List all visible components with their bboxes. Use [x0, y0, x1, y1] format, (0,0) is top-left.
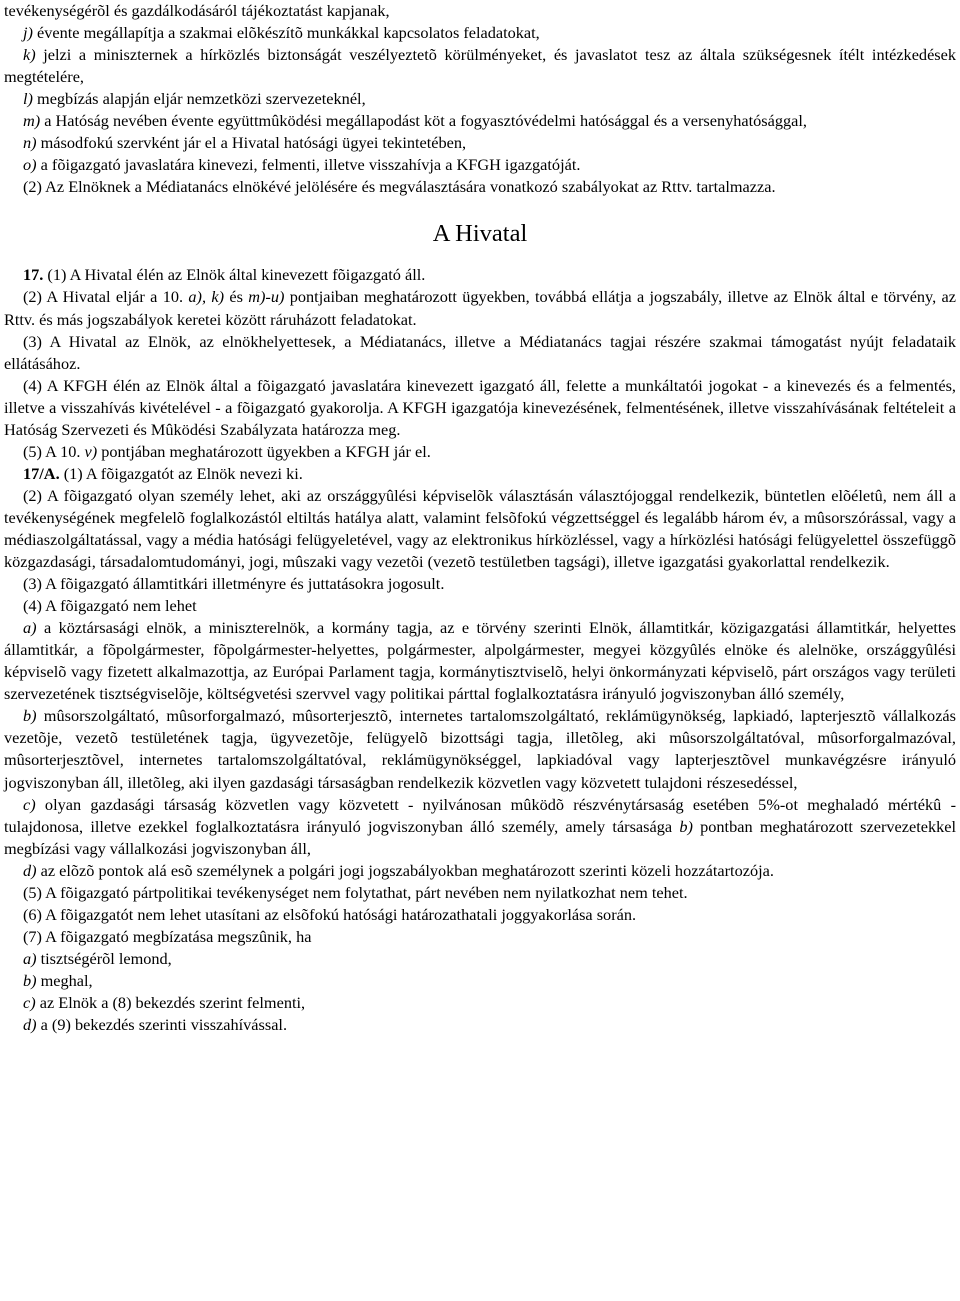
- item-marker: a): [23, 948, 37, 968]
- item-marker: b): [23, 706, 37, 726]
- paragraph: [4, 331, 956, 375]
- paragraph: [4, 110, 956, 132]
- item-marker: c): [23, 794, 36, 814]
- paragraph: [4, 375, 956, 441]
- item-marker: n): [23, 133, 37, 153]
- paragraph-text: másodfokú szervként jár el a Hivatal hatósági ügyei tekintetében,: [36, 133, 467, 153]
- paragraph-text: az Elnök a (8) bekezdés szerint felmenti,: [35, 992, 306, 1012]
- paragraph: [4, 573, 956, 595]
- paragraph-text: (2) A Hivatal eljár a 10.: [23, 287, 189, 307]
- paragraph-text: a Hatóság nevében évente együttmûködési megállapodást köt a fogyasztóvédelmi hatósággal és a versenyhatósággal,: [40, 111, 807, 131]
- paragraph: [4, 0, 956, 22]
- paragraph-text: olyan gazdasági társaság közvetlen vagy közvetett - nyilvánosan mûködõ részvénytársaság esetében 5%-ot meghaladó mértékû - tulajdonosa, illetve ezekkel foglalkoztatásra irányuló jogviszonyban álló személy, amely társasága: [4, 794, 956, 836]
- paragraph: [4, 794, 956, 860]
- item-marker: b): [23, 970, 37, 990]
- paragraph-text: és: [224, 287, 249, 307]
- item-marker: o): [23, 155, 37, 175]
- paragraph-text: (1) A fõigazgatót az Elnök nevezi ki.: [59, 463, 303, 483]
- paragraph-text: a (9) bekezdés szerinti visszahívással.: [36, 1015, 288, 1035]
- section-after-heading: [4, 264, 956, 1036]
- item-marker: v): [84, 441, 98, 461]
- paragraph: [4, 1014, 956, 1036]
- paragraph-text: évente megállapítja a szakmai elõkészítõ munkákkal kapcsolatos feladatokat,: [32, 23, 540, 43]
- paragraph: [4, 132, 956, 154]
- paragraph-text: jelzi a miniszternek a hírközlés biztonságát veszélyeztetõ körülményeket, és javaslatot tesz az általa szükségesnek ítélt intézkedések megtételére,: [4, 45, 956, 87]
- item-marker: d): [23, 1015, 37, 1035]
- paragraph-text: pontban meghatározott szervezetekkel megbízási vagy vállalkozási jogviszonyban áll,: [4, 816, 956, 858]
- paragraph: [4, 485, 956, 573]
- paragraph-text: (4) A KFGH élén az Elnök által a fõigazgató javaslatára kinevezett igazgató áll, felette a munkáltatói jogokat - a kinevezés és a felmentés, illetve a visszahívás kivételével - a fõigazgató gyakorolja. A KFGH igazgatója kinevezésének, felmentésének, illetve visszahívásának feltételeit a Hatóság Szervezeti és Mûködési Szabályzata határozza meg.: [4, 375, 956, 439]
- item-marker: j): [23, 23, 33, 43]
- paragraph: [4, 44, 956, 88]
- item-marker: m): [23, 111, 41, 131]
- paragraph-text: (5) A fõigazgató pártpolitikai tevékenységet nem folytathat, párt nevében nem nyilatkozhat nem tehet.: [23, 882, 688, 902]
- paragraph-text: (4) A fõigazgató nem lehet: [23, 596, 197, 616]
- item-marker: m)-u): [248, 287, 285, 307]
- section-before-heading: [4, 0, 956, 198]
- paragraph-text: pontjaiban meghatározott ügyekben, továbbá ellátja a jogszabály, illetve az Elnök által e törvény, az Rttv. és más jogszabályok keretei között ráruházott feladatokat.: [4, 287, 956, 329]
- item-marker: a), k): [188, 287, 225, 307]
- paragraph-text: (3) A Hivatal az Elnök, az elnökhelyettesek, a Médiatanács, illetve a Médiatanács tagjai részére szakmai támogatást nyújt feladataik ellátásához.: [4, 331, 956, 373]
- paragraph-text: (2) Az Elnöknek a Médiatanács elnökévé jelölésére és megválasztására vonatkozó szabályokat az Rttv. tartalmazza.: [23, 177, 776, 197]
- item-marker: k): [23, 45, 36, 65]
- item-marker: d): [23, 860, 37, 880]
- paragraph: [4, 948, 956, 970]
- paragraph: [4, 264, 956, 286]
- paragraph-text: (5) A 10.: [23, 441, 85, 461]
- paragraph-text: megbízás alapján eljár nemzetközi szervezeteknél,: [32, 89, 366, 109]
- paragraph-text: a köztársasági elnök, a miniszterelnök, a kormány tagja, az e törvény szerinti Elnök, államtitkár, közigazgatási államtitkár, helyettes államtitkár, a fõpolgármester, fõpolgármester-helyettes, polgármester, alpolgármester, megyei közgyûlés elnöke és alelnöke, országgyûlési képviselõ vagy fizetett alkalmazottja, az Európai Parlament tagja, kormánytisztviselõ, helyi önkormányzati képviselõ, párt országos vagy területi szervezetének tisztségviselõje, költségvetési szervvel vagy politikai párttal foglalkoztatásra irányuló jogviszonyban álló személy,: [4, 618, 956, 704]
- paragraph: [4, 595, 956, 617]
- paragraph: [4, 154, 956, 176]
- paragraph: [4, 88, 956, 110]
- paragraph-text: tevékenységérõl és gazdálkodásáról tájékoztatást kapjanak,: [4, 1, 390, 20]
- section-heading: A Hivatal: [432, 220, 528, 248]
- paragraph-text: (1) A Hivatal élén az Elnök által kinevezett fõigazgató áll.: [43, 265, 426, 285]
- paragraph: [4, 22, 956, 44]
- paragraph: [4, 286, 956, 330]
- paragraph: [4, 926, 956, 948]
- section-number: 17.: [23, 265, 44, 285]
- paragraph-text: a fõigazgató javaslatára kinevezi, felmenti, illetve visszahívja a KFGH igazgatóját.: [36, 155, 581, 175]
- item-marker: b): [679, 816, 693, 836]
- paragraph: [4, 992, 956, 1014]
- paragraph: [4, 463, 956, 485]
- paragraph-text: (3) A fõigazgató államtitkári illetményre és juttatásokra jogosult.: [23, 574, 445, 594]
- paragraph: [4, 441, 956, 463]
- paragraph: [4, 882, 956, 904]
- paragraph-text: (2) A fõigazgató olyan személy lehet, aki az országgyûlési képviselõk választásán választójoggal rendelkezik, büntetlen elõéletû, nem áll a tevékenységének megfelelõ foglalkozástól eltiltás hatálya alatt, valamint felsõfokú végzettséggel és legalább három év, a mûsorszórással, vagy a médiaszolgáltatással, vagy a média hatósági felügyeletével, vagy az elektronikus hírközléssel, vagy a hírközlési hatósági felügyelettel összefüggõ közgazdasági, társadalomtudományi, jogi, mûszaki vagy vezetõi (vezetõ testületben tagsági), illetve igazgatási gyakorlattal rendelkezik.: [4, 485, 956, 572]
- item-marker: a): [23, 618, 37, 638]
- paragraph-text: meghal,: [36, 970, 93, 990]
- paragraph-text: az elõzõ pontok alá esõ személynek a polgári jogi jogszabályokban meghatározott szerinti közeli hozzátartozója.: [36, 860, 774, 880]
- paragraph-text: (7) A fõigazgató megbízatása megszûnik, ha: [23, 926, 312, 946]
- paragraph-text: mûsorszolgáltató, mûsorforgalmazó, mûsorterjesztõ, internetes tartalomszolgáltató, reklámügynökség, lapkiadó, lapterjesztõ vállalkozás vezetõje, vezetõ testületének tagja, ügyvezetõje, felügyelõ bizottsági tagja, illetõleg, aki mûsorszolgáltatóval, mûsorforgalmazóval, mûsorterjesztõvel, internetes tartalomszolgáltatóval, reklámügynökséggel, lapkiadóval vagy lapterjesztõvel munkavégzésre irányuló jogviszonyban áll, illetõleg, aki ilyen gazdasági társaságban rendelkezik közvetlen vagy közvetett tulajdoni részesedéssel,: [4, 706, 956, 792]
- paragraph-text: (6) A fõigazgatót nem lehet utasítani az elsõfokú hatósági határozathatali joggyakorlása során.: [23, 904, 637, 924]
- item-marker: l): [23, 89, 33, 109]
- paragraph-text: pontjában meghatározott ügyekben a KFGH jár el.: [97, 441, 431, 461]
- paragraph: [4, 176, 956, 198]
- paragraph: [4, 617, 956, 705]
- paragraph: [4, 860, 956, 882]
- paragraph: [4, 705, 956, 793]
- paragraph: [4, 970, 956, 992]
- paragraph-text: tisztségérõl lemond,: [36, 948, 172, 968]
- item-marker: c): [23, 992, 36, 1012]
- section-number: 17/A.: [23, 463, 60, 483]
- paragraph: [4, 904, 956, 926]
